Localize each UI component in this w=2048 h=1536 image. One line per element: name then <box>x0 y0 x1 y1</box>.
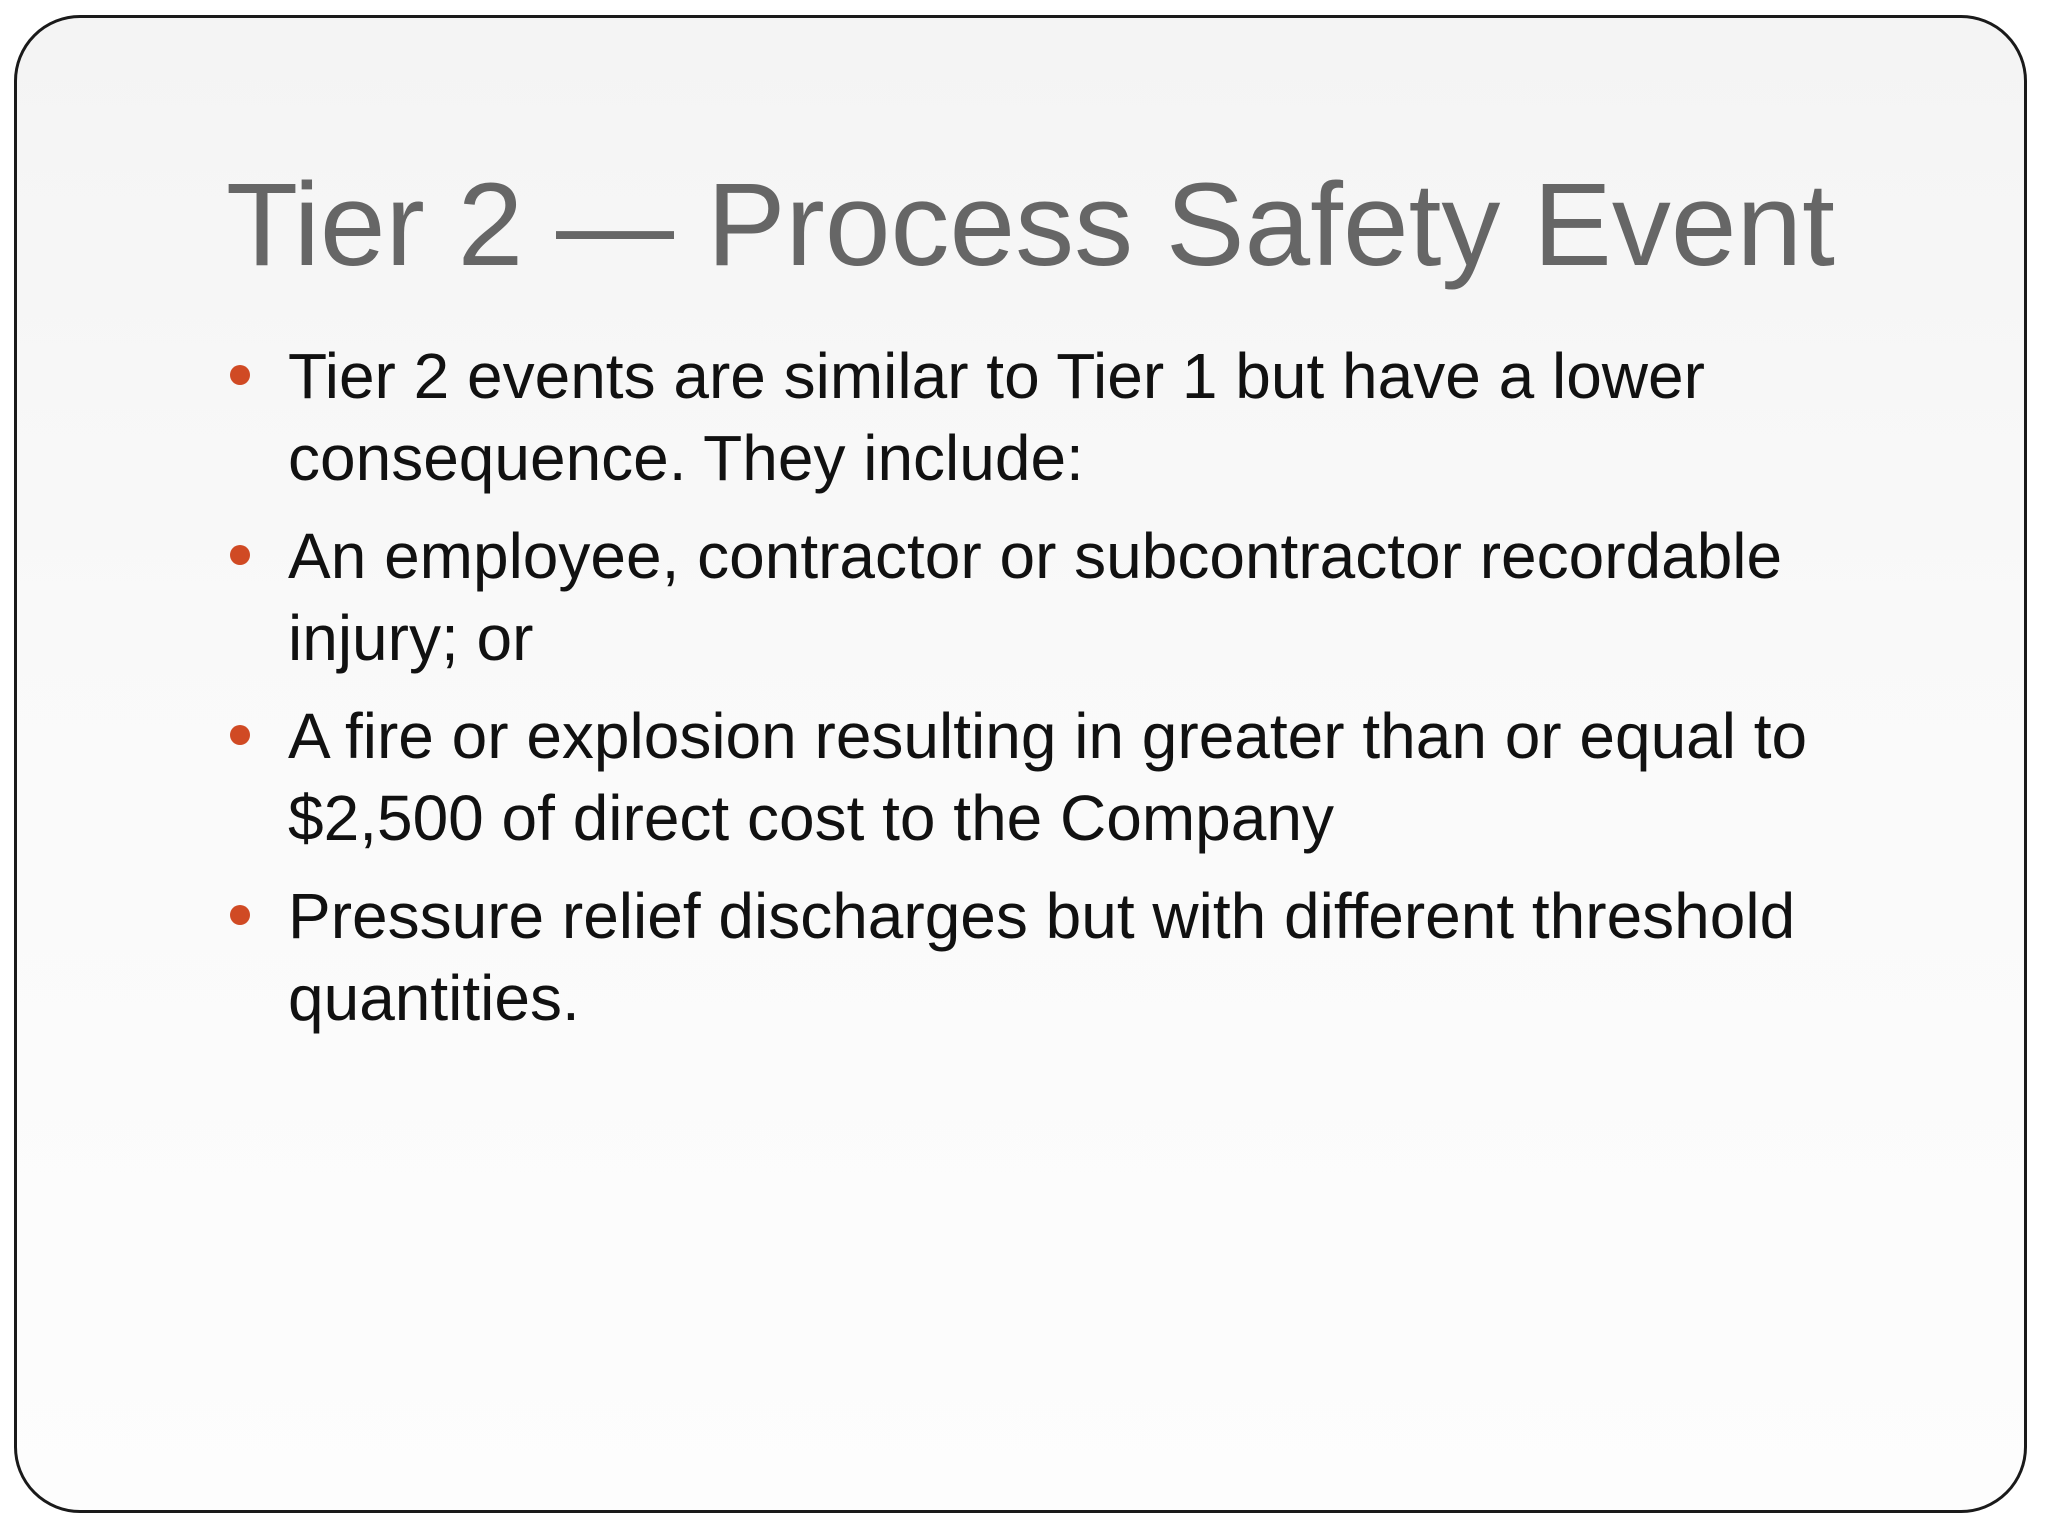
bullet-text: A fire or explosion resulting in greater than or equal to $2,500 of direct cost to the Company <box>288 700 1808 854</box>
bullet-text: An employee, contractor or subcontractor recordable injury; or <box>288 520 1783 674</box>
bullet-text: Tier 2 events are similar to Tier 1 but have a lower consequence. They include: <box>288 340 1705 494</box>
bullet-item <box>226 695 1946 859</box>
bullet-dot-icon <box>230 545 250 565</box>
bullet-item <box>226 875 1946 1039</box>
bullet-dot-icon <box>230 365 250 385</box>
bullet-dot-icon <box>230 905 250 925</box>
slide-title: Tier 2 — Process Safety Event <box>226 159 1835 291</box>
bullet-dot-icon <box>230 725 250 745</box>
bullet-text: Pressure relief discharges but with different threshold quantities. <box>288 880 1796 1034</box>
bullet-list <box>226 335 1946 1055</box>
bullet-item <box>226 335 1946 499</box>
bullet-item <box>226 515 1946 679</box>
